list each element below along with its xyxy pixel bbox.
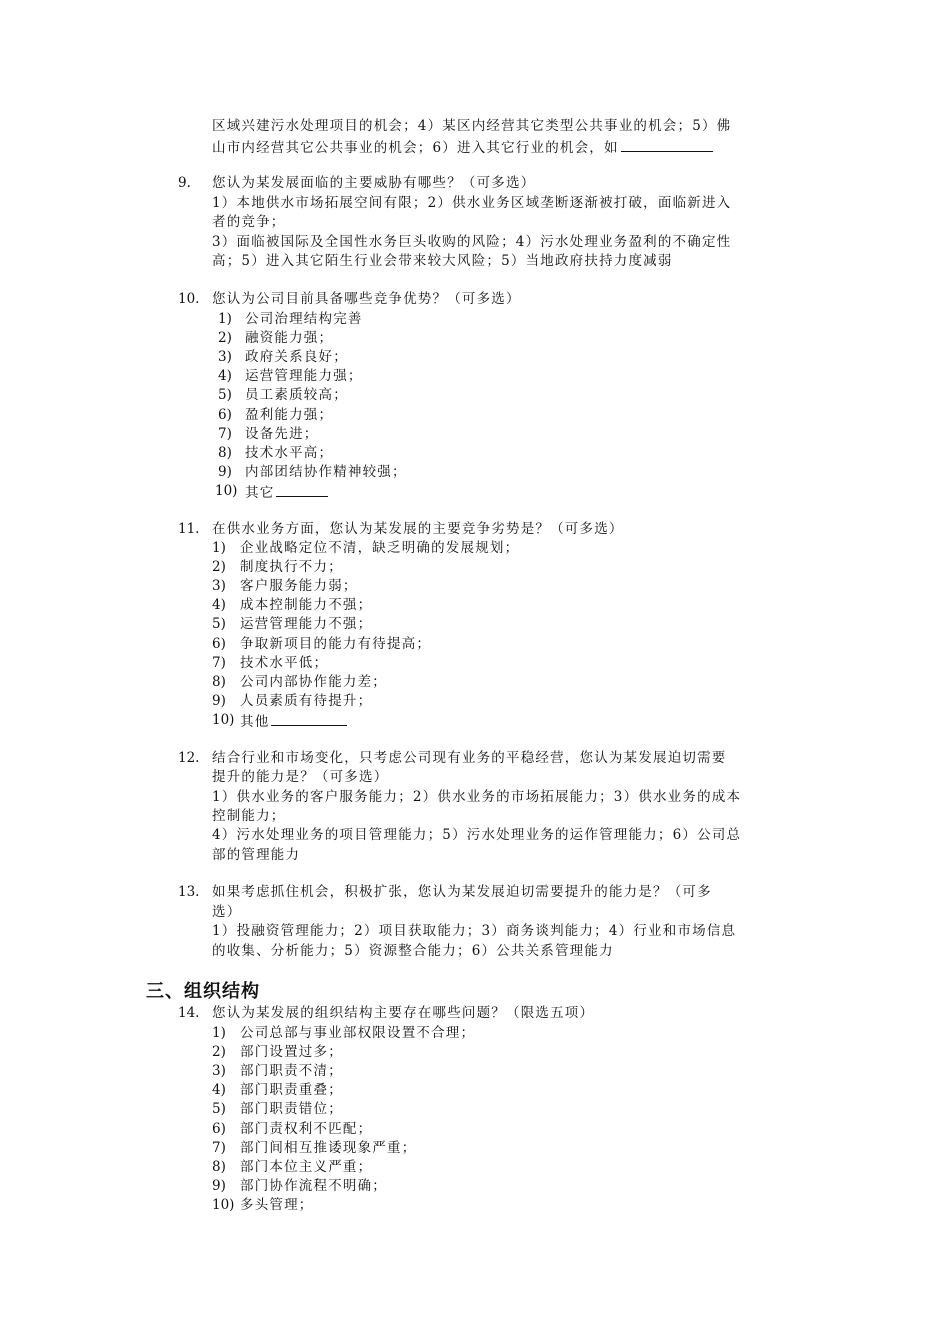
q14-option[interactable]: 公司总部与事业部权限设置不合理； (240, 1025, 476, 1041)
q13-number: 13. (178, 884, 200, 900)
q12-line-6: 部的管理能力 (212, 847, 301, 863)
section-heading-organization: 三、组织结构 (146, 981, 260, 1002)
q12-line-3: 1）供水业务的客户服务能力；2）供水业务的市场拓展能力；3）供水业务的成本 (212, 789, 742, 805)
q14-option[interactable]: 部门职责不清； (240, 1063, 343, 1080)
q10-option[interactable]: 政府关系良好； (245, 349, 348, 366)
q10-option-number: 6) (218, 406, 232, 423)
q10-option-number: 2) (218, 330, 232, 347)
q11-option-number: 4) (212, 597, 226, 614)
q11-option[interactable]: 争取新项目的能力有待提高； (240, 635, 432, 652)
q11-option-number: 8) (212, 673, 226, 690)
q12-line-1: 结合行业和市场变化，只考虑公司现有业务的平稳经营，您认为某发展迫切需要 (212, 750, 727, 766)
q14-option[interactable]: 多头管理； (240, 1196, 314, 1213)
q9-line-3: 3）面临被国际及全国性水务巨头收购的风险；4）污水处理业务盈利的不确定性 (212, 234, 732, 250)
q14-option[interactable]: 部门间相互推诿现象严重； (240, 1139, 417, 1156)
q9-line-4: 高；5）进入其它陌生行业会带来较大风险；5）当地政府扶持力度减弱 (212, 253, 673, 269)
q10-other-blank[interactable] (276, 482, 328, 497)
q11-option[interactable]: 人员素质有待提升； (240, 692, 373, 709)
q9-line-2: 者的竞争； (212, 214, 286, 230)
q14-option[interactable]: 部门责权利不匹配； (240, 1120, 373, 1137)
q10-option[interactable]: 设备先进； (245, 425, 319, 442)
q10-title: 您认为公司目前具备哪些竞争优势？（可多选） (212, 291, 521, 307)
q14-number: 14. (178, 1005, 200, 1021)
q10-option-number: 1) (218, 311, 232, 327)
q13-line-3: 1）投融资管理能力；2）项目获取能力；3）商务谈判能力；4）行业和市场信息 (212, 923, 737, 939)
q11-option-number: 2) (212, 559, 226, 576)
q10-option-number: 4) (218, 368, 232, 385)
q8-line-2-text: 山市内经营其它公共事业的机会；6）进入其它行业的机会，如 (212, 140, 619, 156)
q10-option[interactable]: 技术水平高； (245, 444, 334, 461)
q14-option-number: 1) (212, 1025, 226, 1041)
q10-option-other-label: 其它 (245, 485, 275, 501)
q11-option-number: 10) (212, 712, 235, 728)
q13-line-1: 如果考虑抓住机会，积极扩张，您认为某发展迫切需要提升的能力是？（可多 (212, 884, 712, 900)
q9-number: 9. (178, 175, 191, 191)
q14-option-number: 3) (212, 1063, 226, 1080)
q13-line-2: 选） (212, 904, 242, 920)
q10-option-other (245, 482, 328, 503)
q12-number: 12. (178, 750, 200, 766)
q11-option-number: 3) (212, 578, 226, 595)
q11-option-other-label: 其他 (240, 714, 270, 730)
q10-option-number: 8) (218, 444, 232, 461)
q8-answer-blank[interactable] (621, 137, 713, 152)
q11-option-number: 1) (212, 540, 226, 556)
q14-option[interactable]: 部门职责重叠； (240, 1082, 343, 1099)
q14-option-number: 9) (212, 1177, 226, 1194)
q14-option-number: 2) (212, 1044, 226, 1061)
q11-title: 在供水业务方面，您认为某发展的主要竞争劣势是？（可多选） (212, 521, 624, 537)
q10-number: 10. (178, 291, 200, 307)
q11-option-number: 5) (212, 616, 226, 633)
q12-line-5: 4）污水处理业务的项目管理能力；5）污水处理业务的运作管理能力；6）公司总 (212, 827, 742, 843)
q10-option[interactable]: 融资能力强； (245, 330, 334, 347)
q10-option-number: 7) (218, 425, 232, 442)
q14-option-number: 8) (212, 1158, 226, 1175)
q14-option-number: 6) (212, 1120, 226, 1137)
q11-option[interactable]: 运营管理能力不强； (240, 616, 373, 633)
q13-line-4: 的收集、分析能力；5）资源整合能力；6）公共关系管理能力 (212, 943, 614, 959)
q10-option-number: 3) (218, 349, 232, 366)
q14-option[interactable]: 部门本位主义严重； (240, 1158, 373, 1175)
q14-option[interactable]: 部门设置过多； (240, 1044, 343, 1061)
q11-number: 11. (178, 521, 200, 537)
q12-line-4: 控制能力； (212, 808, 286, 824)
q11-other-blank[interactable] (271, 711, 347, 726)
q14-option-number: 7) (212, 1139, 226, 1156)
q11-option-number: 9) (212, 692, 226, 709)
q11-option[interactable]: 企业战略定位不清，缺乏明确的发展规划； (240, 540, 520, 556)
q11-option-number: 7) (212, 654, 226, 671)
q10-option[interactable]: 运营管理能力强； (245, 368, 363, 385)
q10-option-number: 10) (215, 483, 238, 499)
q14-option-number: 5) (212, 1101, 226, 1118)
q14-option[interactable]: 部门协作流程不明确； (240, 1177, 387, 1194)
q12-line-2: 提升的能力是？（可多选） (212, 769, 389, 785)
q11-option-other (240, 711, 347, 732)
q11-option-number: 6) (212, 635, 226, 652)
q14-title: 您认为某发展的组织结构主要存在哪些问题？（限选五项） (212, 1005, 595, 1021)
q10-option[interactable]: 盈利能力强； (245, 406, 334, 423)
q11-option[interactable]: 公司内部协作能力差； (240, 673, 387, 690)
q9-title: 您认为某发展面临的主要威胁有哪些？（可多选） (212, 175, 536, 191)
q11-option[interactable]: 成本控制能力不强； (240, 597, 373, 614)
q11-option[interactable]: 制度执行不力； (240, 559, 343, 576)
q10-option[interactable]: 内部团结协作精神较强； (245, 463, 407, 480)
q8-line-1: 区域兴建污水处理项目的机会；4）某区内经营其它类型公共事业的机会；5）佛 (212, 118, 732, 134)
q11-option[interactable]: 技术水平低； (240, 654, 329, 671)
q8-line-2 (212, 137, 713, 158)
q10-option[interactable]: 员工素质较高； (245, 387, 348, 404)
q10-option[interactable]: 公司治理结构完善 (245, 311, 363, 327)
q10-option-number: 5) (218, 387, 232, 404)
q14-option-number: 10) (212, 1196, 235, 1213)
q14-option-number: 4) (212, 1082, 226, 1099)
q9-line-1: 1）本地供水市场拓展空间有限；2）供水业务区域垄断逐渐被打破，面临新进入 (212, 195, 732, 211)
q11-option[interactable]: 客户服务能力弱； (240, 578, 358, 595)
q14-option[interactable]: 部门职责错位； (240, 1101, 343, 1118)
q10-option-number: 9) (218, 463, 232, 480)
